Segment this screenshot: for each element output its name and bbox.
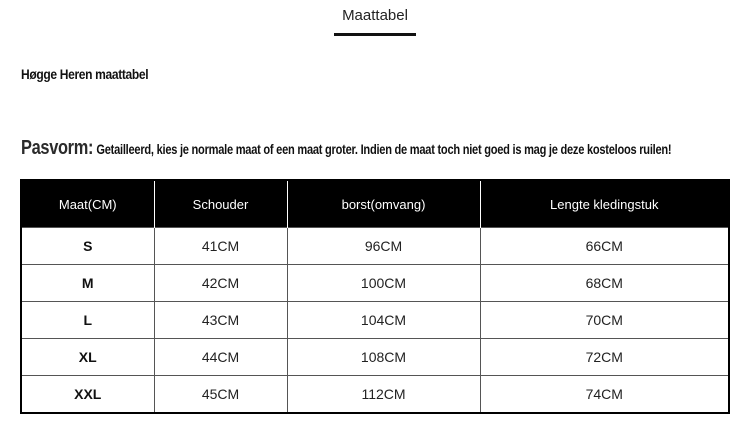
section-title: Høgge Heren maattabel bbox=[21, 66, 149, 82]
chest-cell: 100CM bbox=[287, 265, 480, 302]
tab-maattabel[interactable] bbox=[334, 6, 416, 36]
chest-cell: 104CM bbox=[287, 302, 480, 339]
fit-text: Getailleerd, kies je normale maat of een maat groter. Indien de maat toch niet goed is mag je deze kosteloos ruilen! bbox=[96, 142, 672, 157]
column-header-shoulder: Schouder bbox=[154, 180, 287, 228]
length-cell: 68CM bbox=[480, 265, 729, 302]
length-cell: 66CM bbox=[480, 228, 729, 265]
shoulder-cell: 42CM bbox=[154, 265, 287, 302]
fit-label: Pasvorm: bbox=[21, 137, 94, 159]
column-header-chest: borst(omvang) bbox=[287, 180, 480, 228]
chest-cell: 96CM bbox=[287, 228, 480, 265]
shoulder-cell: 43CM bbox=[154, 302, 287, 339]
column-header-size: Maat(CM) bbox=[21, 180, 154, 228]
chest-cell: 112CM bbox=[287, 376, 480, 414]
table-row bbox=[21, 265, 729, 302]
length-cell: 70CM bbox=[480, 302, 729, 339]
shoulder-cell: 45CM bbox=[154, 376, 287, 414]
chest-cell: 108CM bbox=[287, 339, 480, 376]
size-cell: M bbox=[21, 265, 154, 302]
size-cell: XXL bbox=[21, 376, 154, 414]
column-header-length: Lengte kledingstuk bbox=[480, 180, 729, 228]
size-cell: S bbox=[21, 228, 154, 265]
shoulder-cell: 41CM bbox=[154, 228, 287, 265]
size-cell: XL bbox=[21, 339, 154, 376]
table-row bbox=[21, 228, 729, 265]
table-header-row bbox=[21, 180, 729, 228]
table-row bbox=[21, 376, 729, 414]
size-cell: L bbox=[21, 302, 154, 339]
shoulder-cell: 44CM bbox=[154, 339, 287, 376]
table-row bbox=[21, 302, 729, 339]
tab-maattabel-label: Maattabel bbox=[342, 7, 408, 24]
size-table bbox=[20, 179, 730, 414]
length-cell: 74CM bbox=[480, 376, 729, 414]
fit-description bbox=[21, 137, 671, 160]
length-cell: 72CM bbox=[480, 339, 729, 376]
active-tab-indicator bbox=[334, 33, 416, 36]
table-row bbox=[21, 339, 729, 376]
